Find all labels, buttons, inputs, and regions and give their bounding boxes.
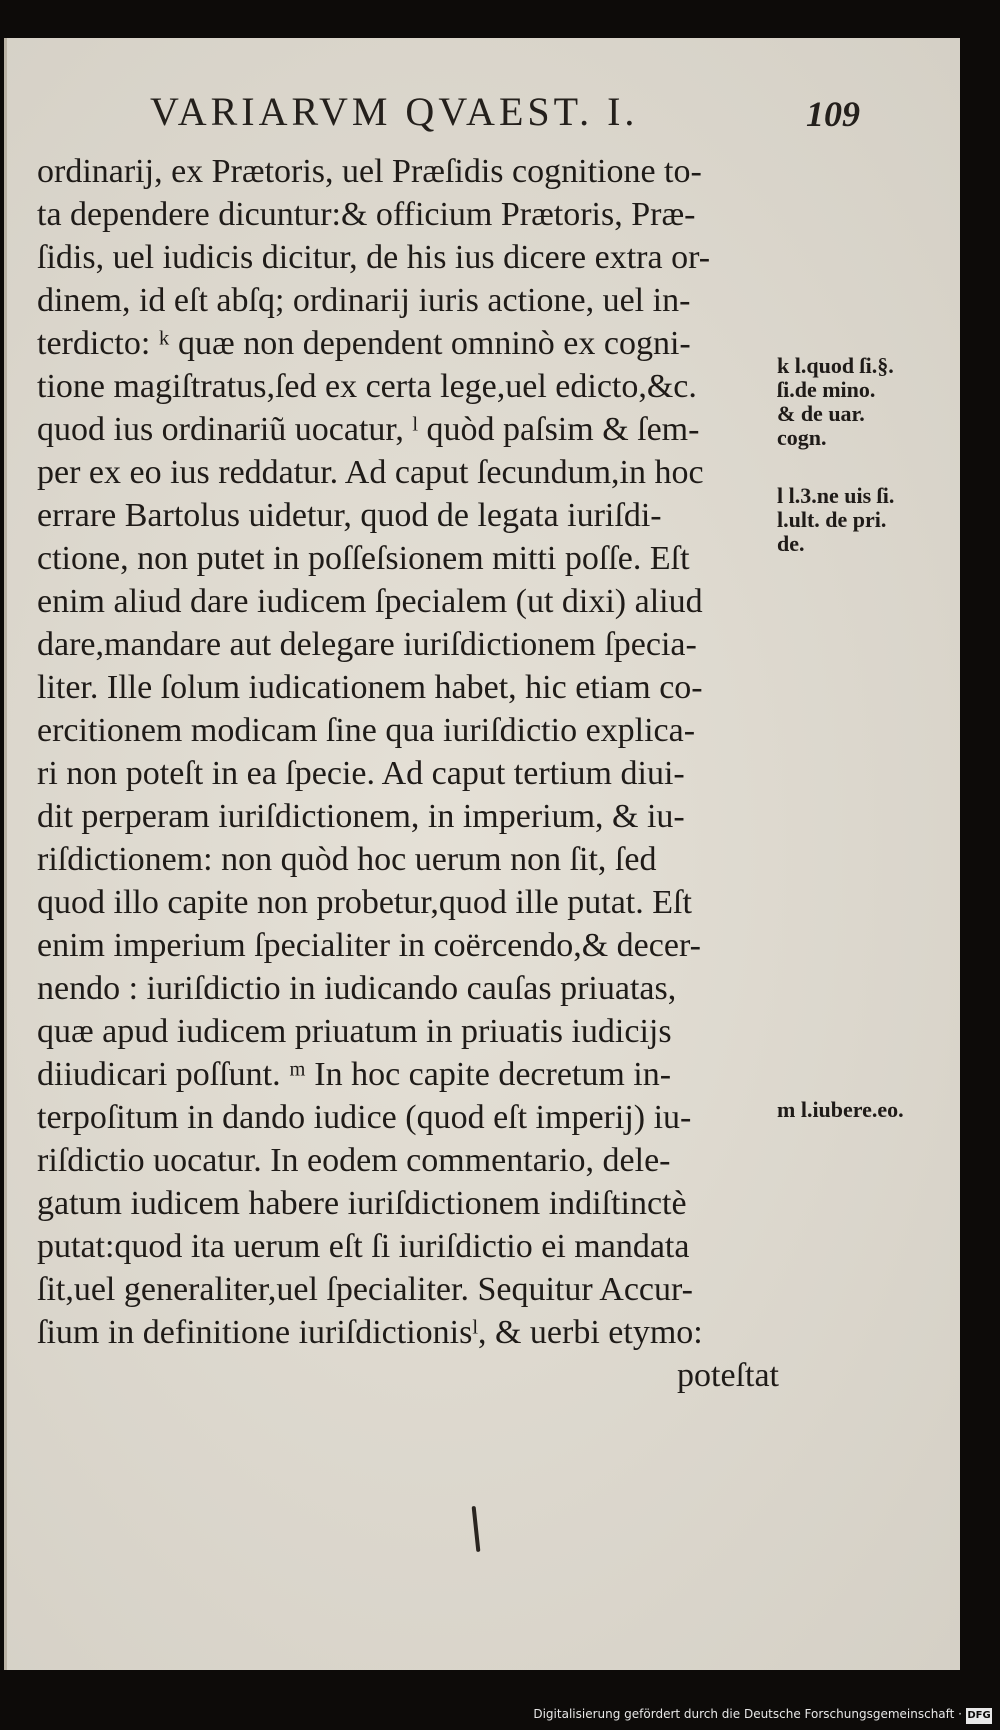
digitization-footer (0, 1704, 1000, 1730)
margin-note-k: k l.quod ſi.§. ſi.de mino. & de uar. cogn. (777, 353, 894, 450)
text-line: riſdictionem: non quòd hoc uerum non ſit, ſed (37, 841, 657, 878)
catchword: poteſtat (677, 1357, 779, 1394)
text-line: quod ius ordinariũ uocatur, ˡ quòd paſsim & ſem- (37, 411, 700, 448)
text-line: ctione, non putet in poſſeſsionem mitti poſſe. Eſt (37, 540, 690, 577)
text-line: ercitionem modicam ſine qua iuriſdictio explica- (37, 712, 696, 749)
text-line: ordinarij, ex Prætoris, uel Præſidis cognitione to- (37, 153, 702, 190)
dfg-logo: DFG (966, 1708, 992, 1724)
text-line: errare Bartolus uidetur, quod de legata iuriſdi- (37, 497, 662, 534)
running-title: VARIARVM QVAEST. I. (150, 89, 639, 134)
text-line: per ex eo ius reddatur. Ad caput ſecundum,in hoc (37, 454, 704, 491)
page-header (150, 82, 900, 142)
text-line: ſidis, uel iudicis dicitur, de his ius dicere extra or- (37, 239, 711, 276)
text-line: tione magiſtratus,ſed ex certa lege,uel edicto,&c. (37, 368, 697, 405)
text-line: liter. Ille ſolum iudicationem habet, hic etiam co- (37, 669, 703, 706)
text-line: quæ apud iudicem priuatum in priuatis iudicijs (37, 1013, 672, 1050)
text-line: ta dependere dicuntur:& officium Prætoris, Præ- (37, 196, 696, 233)
text-line: diiudicari poſſunt. ᵐ In hoc capite decretum in- (37, 1056, 672, 1093)
text-line: nendo : iuriſdictio in iudicando cauſas priuatas, (37, 970, 677, 1007)
margin-note-m: m l.iubere.eo. (777, 1097, 904, 1122)
text-line: terpoſitum in dando iudice (quod eſt imperij) iu- (37, 1099, 692, 1136)
text-line: terdicto: ᵏ quæ non dependent omninò ex cogni- (37, 325, 691, 362)
text-line: dare,mandare aut delegare iuriſdictionem ſpecia- (37, 626, 697, 663)
page-number: 109 (806, 94, 860, 134)
text-line: riſdictio uocatur. In eodem commentario, dele- (37, 1142, 671, 1179)
text-line: gatum iudicem habere iuriſdictionem indiſtinctè (37, 1185, 687, 1222)
text-line: ſit,uel generaliter,uel ſpecialiter. Sequitur Accur- (37, 1271, 693, 1308)
text-line: enim imperium ſpecialiter in coërcendo,& decer- (37, 927, 701, 964)
text-line: dit perperam iuriſdictionem, in imperium, & iu- (37, 798, 685, 835)
text-line: enim aliud dare iudicem ſpecialem (ut dixi) aliud (37, 583, 703, 620)
text-line: dinem, id eſt abſq; ordinarij iuris actione, uel in- (37, 282, 691, 319)
book-page (4, 38, 960, 1670)
text-line: ri non poteſt in ea ſpecie. Ad caput tertium diui- (37, 755, 685, 792)
margin-note-l: l l.3.ne uis ſi. l.ult. de pri. de. (777, 483, 895, 556)
text-line: quod illo capite non probetur,quod ille putat. Eſt (37, 884, 692, 921)
ink-stroke-mark (472, 1506, 481, 1552)
funding-credit: Digitalisierung gefördert durch die Deutsche Forschungsgemeinschaft · (533, 1707, 962, 1721)
body-text (37, 150, 779, 1397)
text-line: putat:quod ita uerum eſt ſi iuriſdictio ei mandata (37, 1228, 690, 1265)
text-line: ſium in definitione iuriſdictionisˡ, & uerbi etymo: (37, 1314, 703, 1351)
